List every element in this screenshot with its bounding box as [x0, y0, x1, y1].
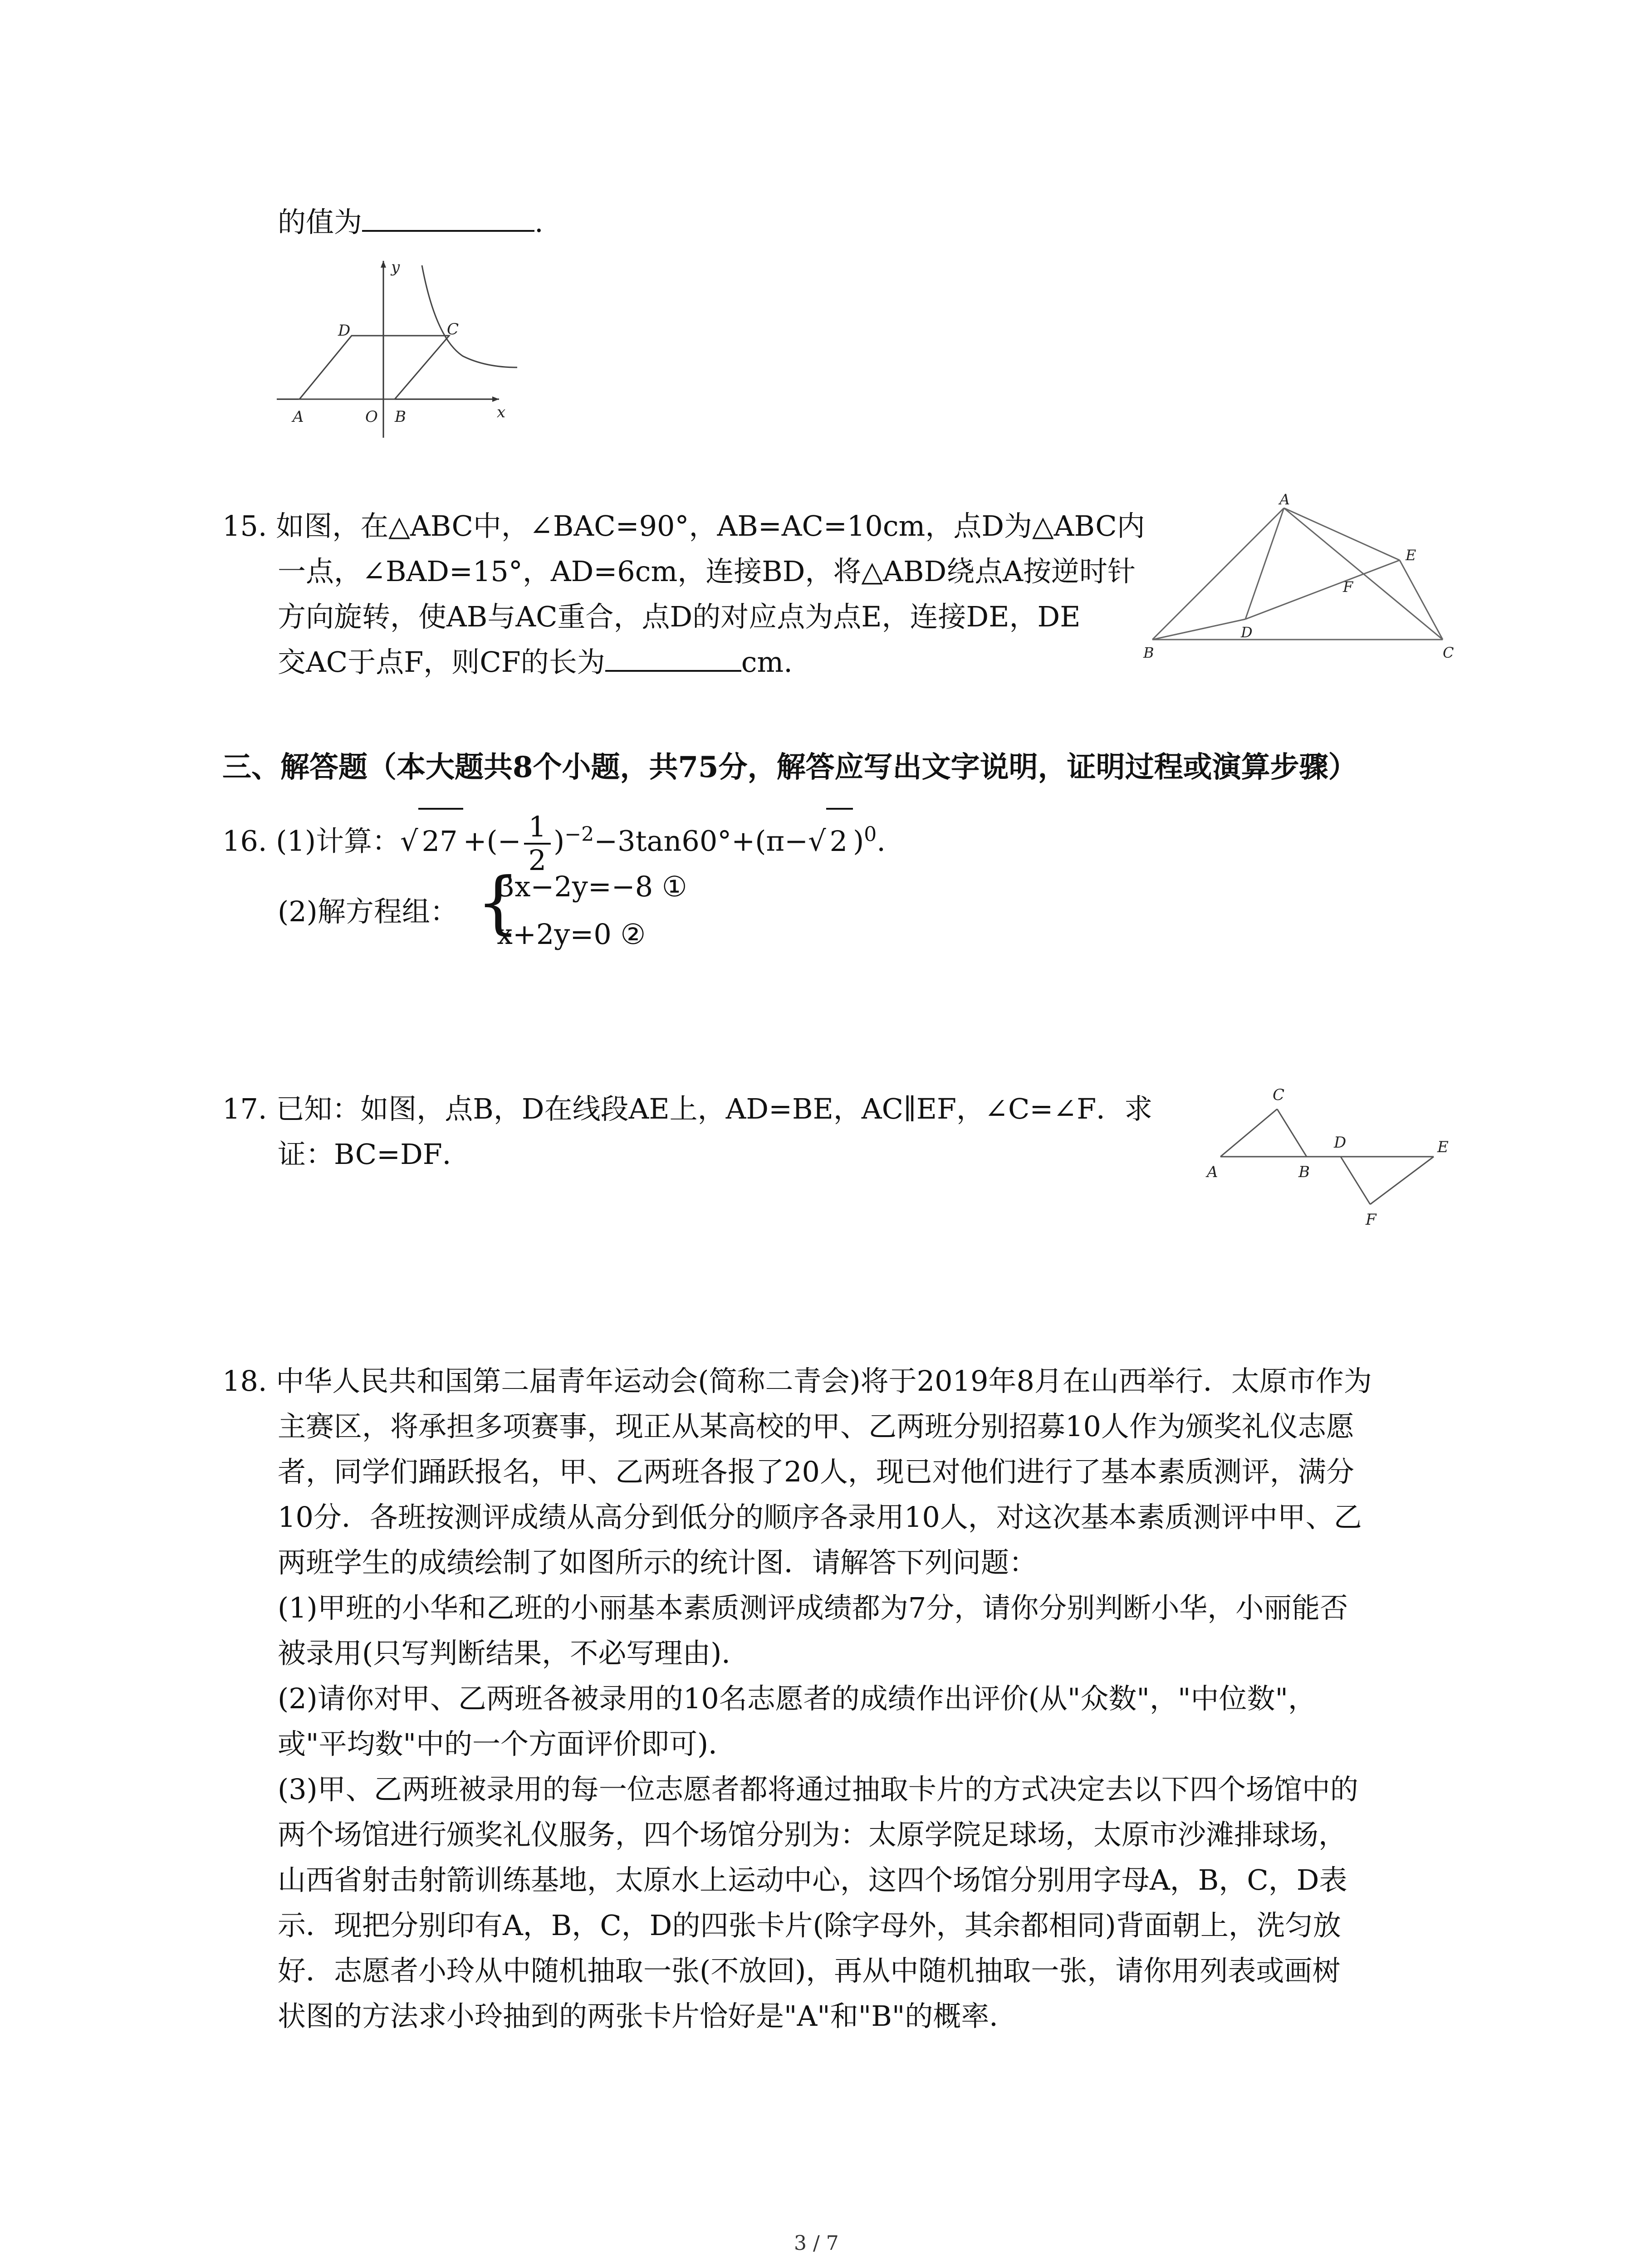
q16-p1-paren: ) — [554, 824, 565, 858]
label-d: D — [1241, 624, 1253, 641]
segment-ce — [1400, 560, 1443, 640]
hyperbola-curve — [422, 265, 517, 367]
q17-line-2: 证：BC=DF． — [278, 1138, 470, 1171]
label-y: y — [391, 258, 400, 276]
segment-fe — [1370, 1157, 1434, 1204]
label-a: A — [1279, 491, 1290, 508]
q18-line: (2)请你对甲、乙两班各被录用的10名志愿者的成绩作出评价(从"众数"，"中位数"， — [278, 1682, 1316, 1715]
q15-line-4 — [278, 640, 793, 685]
label-d: D — [1334, 1134, 1347, 1152]
q18-line: 18. 中华人民共和国第二届青年运动会(简称二青会)将于2019年8月在山西举行．太原市作为 — [222, 1364, 1372, 1398]
q14-period: . — [534, 205, 544, 239]
q16-p1-close: ) — [853, 824, 864, 858]
segment-bd — [1152, 619, 1245, 640]
q18-line: (1)甲班的小华和乙班的小丽基本素质测评成绩都为7分，请你分别判断小华，小丽能否 — [278, 1591, 1348, 1624]
section-3-title: 三、解答题（本大题共8个小题，共75分，解答应写出文字说明，证明过程或演算步骤） — [222, 750, 1357, 784]
q15-unit: cm. — [741, 645, 793, 679]
q16-part-1: 16. (1)计算：√ 27 +(− $\frac{1}{2}$ )$^{-2}$−3tan60°+(π−√ 2 )$^0$. — [222, 803, 886, 876]
segment-ab — [1152, 508, 1284, 640]
q15-line-3: 方向旋转，使AB与AC重合，点D的对应点为点E，连接DE，DE — [278, 600, 1081, 633]
q18-line: 示．现把分别印有A，B，C，D的四张卡片(除字母外，其余都相同)背面朝上，洗匀放 — [278, 1909, 1341, 1942]
q16-p1-rest: −3tan60°+(π− — [594, 824, 808, 858]
equation-2: x+2y=0 ② — [497, 918, 646, 951]
q18-line: 两个场馆进行颁奖礼仪服务，四个场馆分别为：太原学院足球场，太原市沙滩排球场， — [278, 1818, 1347, 1851]
label-b: B — [1143, 644, 1154, 661]
q14-figure — [272, 256, 526, 447]
segment-df — [1341, 1157, 1370, 1204]
segment-ad — [1245, 508, 1284, 619]
system-brace: { — [476, 863, 520, 942]
frac-denominator: 2 — [528, 843, 547, 877]
parallelogram-abcd — [299, 336, 449, 399]
q17-figure — [1198, 1082, 1452, 1236]
frac-numerator: 1 — [524, 811, 551, 845]
label-x: x — [497, 403, 506, 421]
q16-p1-mid: +(− — [463, 824, 521, 858]
label-d: D — [338, 322, 351, 340]
label-o: O — [365, 408, 378, 426]
sqrt-27: 27 — [418, 808, 463, 873]
label-e: E — [1437, 1138, 1449, 1156]
sqrt-2: 2 — [826, 808, 853, 873]
label-f: F — [1343, 578, 1353, 596]
label-b: B — [395, 408, 406, 426]
q15-line-1: 15. 如图，在△ABC中，∠BAC=90°，AB=AC=10cm，点D为△ABC内 — [222, 509, 1145, 543]
q18-line: 者，同学们踊跃报名，甲、乙两班各报了20人，现已对他们进行了基本素质测评，满分 — [278, 1455, 1354, 1488]
segment-ac — [1220, 1109, 1277, 1157]
exponent-minus-2: −2 — [564, 823, 594, 846]
segment-cb — [1277, 1109, 1307, 1157]
q18-line: 状图的方法求小玲抽到的两张卡片恰好是"A"和"B"的概率． — [278, 1999, 1018, 2033]
q18-line: 主赛区，将承担多项赛事，现正从某高校的甲、乙两班分别招募10人作为颁奖礼仪志愿 — [278, 1410, 1354, 1443]
label-c: C — [1443, 644, 1454, 661]
label-e: E — [1406, 547, 1416, 564]
label-f: F — [1366, 1211, 1376, 1229]
segment-ae — [1284, 508, 1400, 560]
q14-text: 的值为 — [278, 205, 362, 239]
equation-1: 3x−2y=−8 ① — [497, 870, 687, 903]
q14-answer-blank — [362, 202, 534, 232]
q18-line: (3)甲、乙两班被录用的每一位志愿者都将通过抽取卡片的方式决定去以下四个场馆中的 — [278, 1773, 1358, 1806]
y-axis-arrow — [381, 261, 386, 268]
q17-line-1: 17. 已知：如图，点B，D在线段AE上，AD=BE，AC∥EF，∠C=∠F．求 — [222, 1092, 1153, 1125]
label-a: A — [293, 408, 304, 426]
q16-p1-label: 16. (1)计算： — [222, 824, 401, 858]
q18-line: 好．志愿者小玲从中随机抽取一张(不放回)，再从中随机抽取一张，请你用列表或画树 — [278, 1954, 1341, 1987]
q15-answer-blank — [605, 642, 741, 672]
q18-block — [222, 1359, 1372, 2039]
label-b: B — [1298, 1163, 1310, 1181]
q18-line: 山西省射击射箭训练基地，太原水上运动中心，这四个场馆分别用字母A，B，C，D表 — [278, 1863, 1347, 1897]
label-a: A — [1207, 1163, 1218, 1181]
q15-line-4-text: 交AC于点F，则CF的长为 — [278, 645, 605, 679]
exponent-0: 0 — [864, 823, 877, 846]
q15-figure — [1143, 491, 1461, 662]
segment-de — [1245, 560, 1400, 619]
q16-part-2-label: (2)解方程组： — [278, 895, 458, 928]
x-axis-arrow — [492, 396, 499, 402]
label-c: C — [447, 320, 459, 338]
q18-line: 或"平均数"中的一个方面评价即可)． — [278, 1727, 737, 1760]
q18-line: 两班学生的成绩绘制了如图所示的统计图．请解答下列问题： — [278, 1546, 1038, 1579]
label-c: C — [1273, 1086, 1285, 1104]
q18-line: 10分．各班按测评成绩从高分到低分的顺序各录用10人，对这次基本素质测评中甲、乙 — [278, 1501, 1362, 1534]
page-number: 3 / 7 — [794, 2232, 839, 2255]
q16-p1-end: . — [877, 824, 886, 858]
q14-answer-line — [278, 200, 544, 245]
q15-line-2: 一点，∠BAD=15°，AD=6cm，连接BD，将△ABD绕点A按逆时针 — [278, 555, 1136, 588]
q18-line: 被录用(只写判断结果，不必写理由)． — [278, 1637, 750, 1670]
